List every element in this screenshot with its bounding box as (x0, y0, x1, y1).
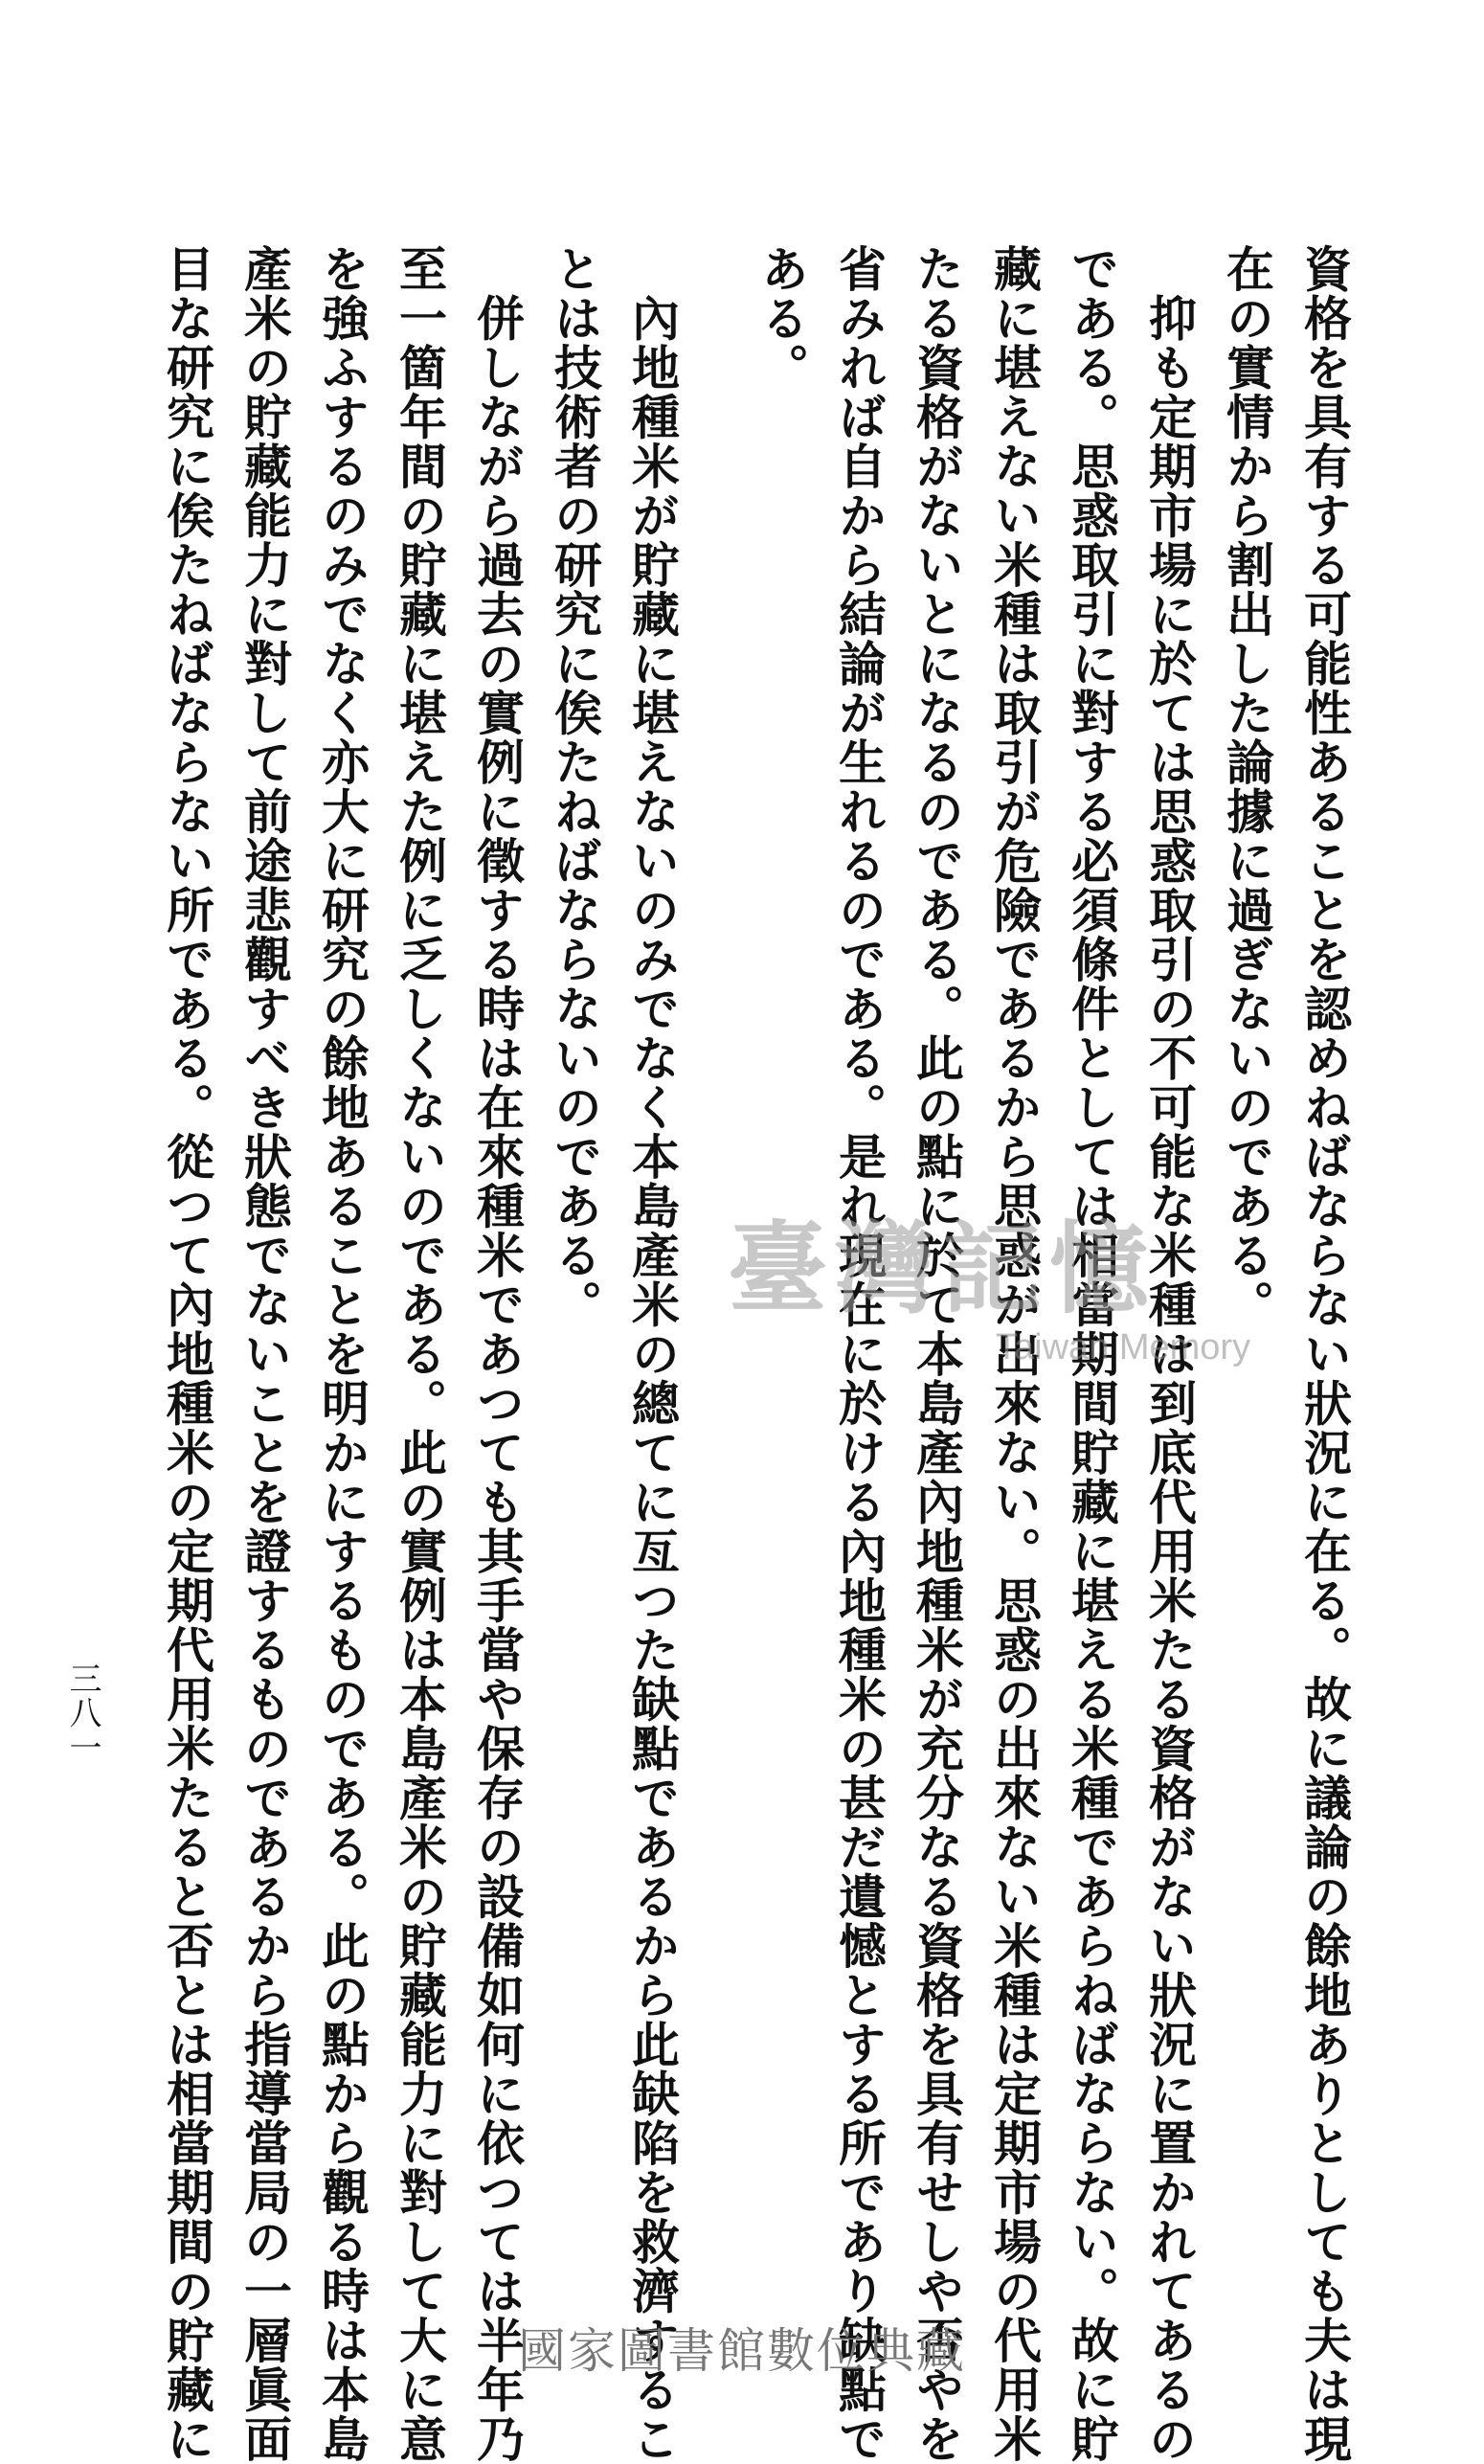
text-column-11: 併しながら過去の實例に徵する時は在來種米であつても其手當や保存の設備如何に依つては半年乃 (469, 244, 526, 2464)
text-column-1: 資格を具有する可能性あることを認めねばならない狀況に在る。故に議論の餘地ありとしても夫は現 (1296, 244, 1353, 2464)
text-column-15: 目な研究に俟たねばならない所である。從つて內地種米の定期代用米たると否とは相當期間の貯藏に (159, 244, 215, 2464)
text-column-4: である。思惑取引に對する必須條件としては相當期間貯藏に堪える米種であらねばならない。故に貯 (1064, 244, 1120, 2464)
text-column-14: 產米の貯藏能力に對して前途悲觀すべき狀態でないことを證するものであるから指導當局の一層眞面 (236, 244, 293, 2464)
text-column-9: 內地種米が貯藏に堪えないのみでなく本島產米の總てに亙つた缺點であるから此缺陷を救濟するこ (624, 244, 681, 2464)
footer-caption: 國家圖書館數位典藏 (518, 2323, 966, 2379)
text-column-7: 省みれば自から結論が生れるのである。是れ現在に於ける內地種米の甚だ遺憾とする所であり缺點で (831, 244, 888, 2464)
watermark-english-text: Taiwan Memory (996, 1327, 1251, 1368)
text-column-3: 抑も定期市場に於ては思惑取引の不可能な米種は到底代用米たる資格がない狀況に置かれてあるの (1141, 244, 1198, 2464)
text-column-5: 藏に堪えない米種は取引が危險であるから思惑が出來ない。思惑の出來ない米種は定期市場の代用米 (986, 244, 1043, 2464)
text-column-8: ある。 (753, 244, 810, 393)
page-number: 三八一 (63, 1662, 101, 1765)
text-column-2: 在の實情から割出した論據に過ぎないのである。 (1219, 244, 1275, 1329)
text-column-12: 至一箇年間の貯藏に堪えた例に乏しくないのである。此の實例は本島產米の貯藏能力に對して大に意 (392, 244, 448, 2464)
watermark-cjk-text: 臺灣記憶 (728, 1209, 1158, 1327)
text-column-6: たる資格がないとになるのである。此の點に於て本島產內地種米が充分なる資格を具有せしや否やを (909, 244, 965, 2464)
text-column-10: とは技術者の研究に俟たねばならないのである。 (547, 244, 603, 1329)
watermark-logo (728, 1209, 1251, 1403)
text-column-13: を強ふするのみでなく亦大に研究の餘地あることを明かにするものである。此の點から觀る時は本島 (314, 244, 371, 2464)
